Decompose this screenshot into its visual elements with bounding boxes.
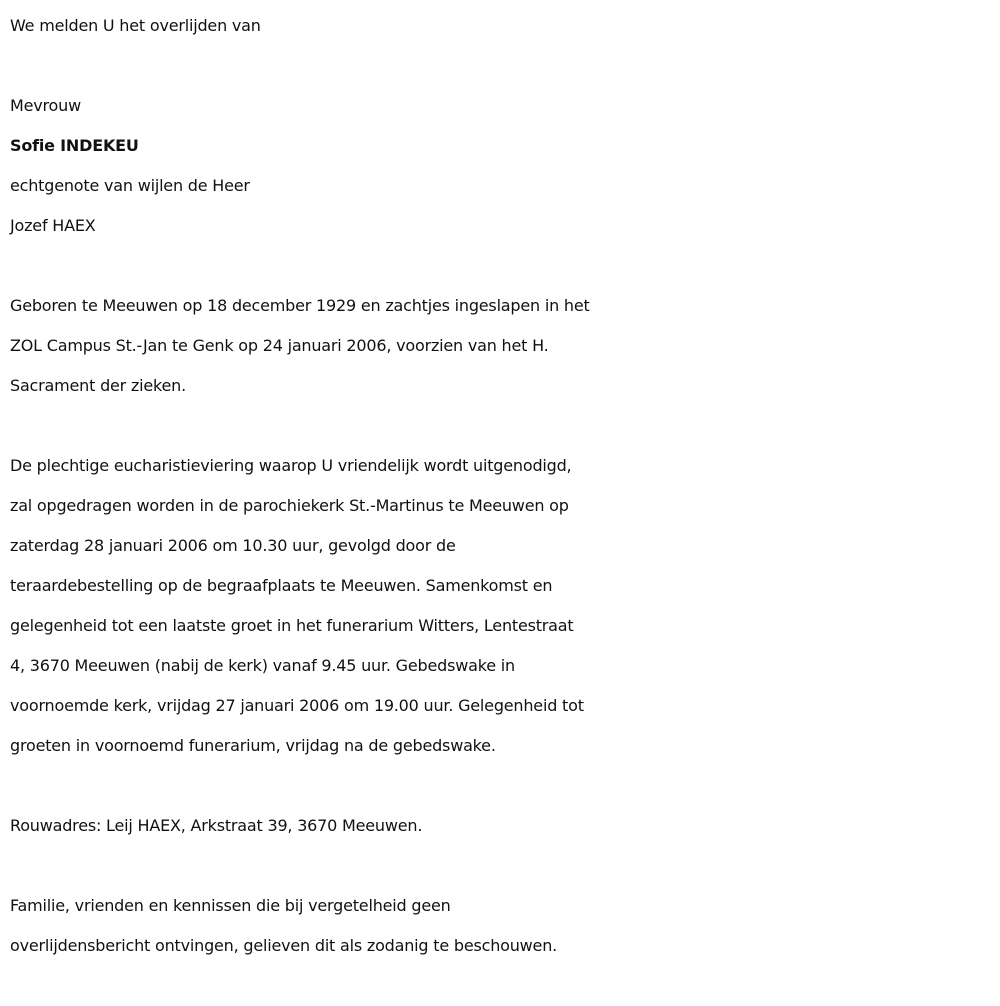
obituary-document [10,6,995,966]
closing-paragraph [10,886,995,966]
spacer [10,46,995,86]
paragraph-line: zal opgedragen worden in de parochiekerk St.-Martinus te Meeuwen op [10,496,569,515]
paragraph-line: zaterdag 28 januari 2006 om 10.30 uur, gevolgd door de [10,536,456,555]
spacer [10,846,995,886]
paragraph-line: voornoemde kerk, vrijdag 27 januari 2006 om 19.00 uur. Gelegenheid tot [10,696,584,715]
paragraph-line: overlijdensbericht ontvingen, gelieven dit als zodanig te beschouwen. [10,936,558,955]
paragraph-line: ZOL Campus St.-Jan te Genk op 24 januari 2006, voorzien van het H. [10,336,549,355]
relation-text: echtgenote van wijlen de Heer [10,176,250,195]
paragraph-line: Sacrament der zieken. [10,376,186,395]
birth-death-paragraph [10,286,995,406]
deceased-name: Sofie INDEKEU [10,136,139,155]
paragraph-line: teraardebestelling op de begraafplaats te Meeuwen. Samenkomst en [10,576,553,595]
salutation: Mevrouw [10,96,81,115]
paragraph-line: Geboren te Meeuwen op 18 december 1929 en zachtjes ingeslapen in het [10,296,590,315]
spacer [10,406,995,446]
paragraph-line: Familie, vrienden en kennissen die bij vergetelheid geen [10,896,451,915]
paragraph-line: 4, 3670 Meeuwen (nabij de kerk) vanaf 9.45 uur. Gebedswake in [10,656,515,675]
spacer [10,766,995,806]
mourning-address: Rouwadres: Leij HAEX, Arkstraat 39, 3670 Meeuwen. [10,816,423,835]
spouse-name: Jozef HAEX [10,216,96,235]
paragraph-line: groeten in voornoemd funerarium, vrijdag na de gebedswake. [10,736,496,755]
paragraph-line: gelegenheid tot een laatste groet in het funerarium Witters, Lentestraat [10,616,574,635]
spacer [10,246,995,286]
paragraph-line: De plechtige eucharistieviering waarop U vriendelijk wordt uitgenodigd, [10,456,572,475]
ceremony-paragraph [10,446,995,766]
intro-text: We melden U het overlijden van [10,16,261,35]
